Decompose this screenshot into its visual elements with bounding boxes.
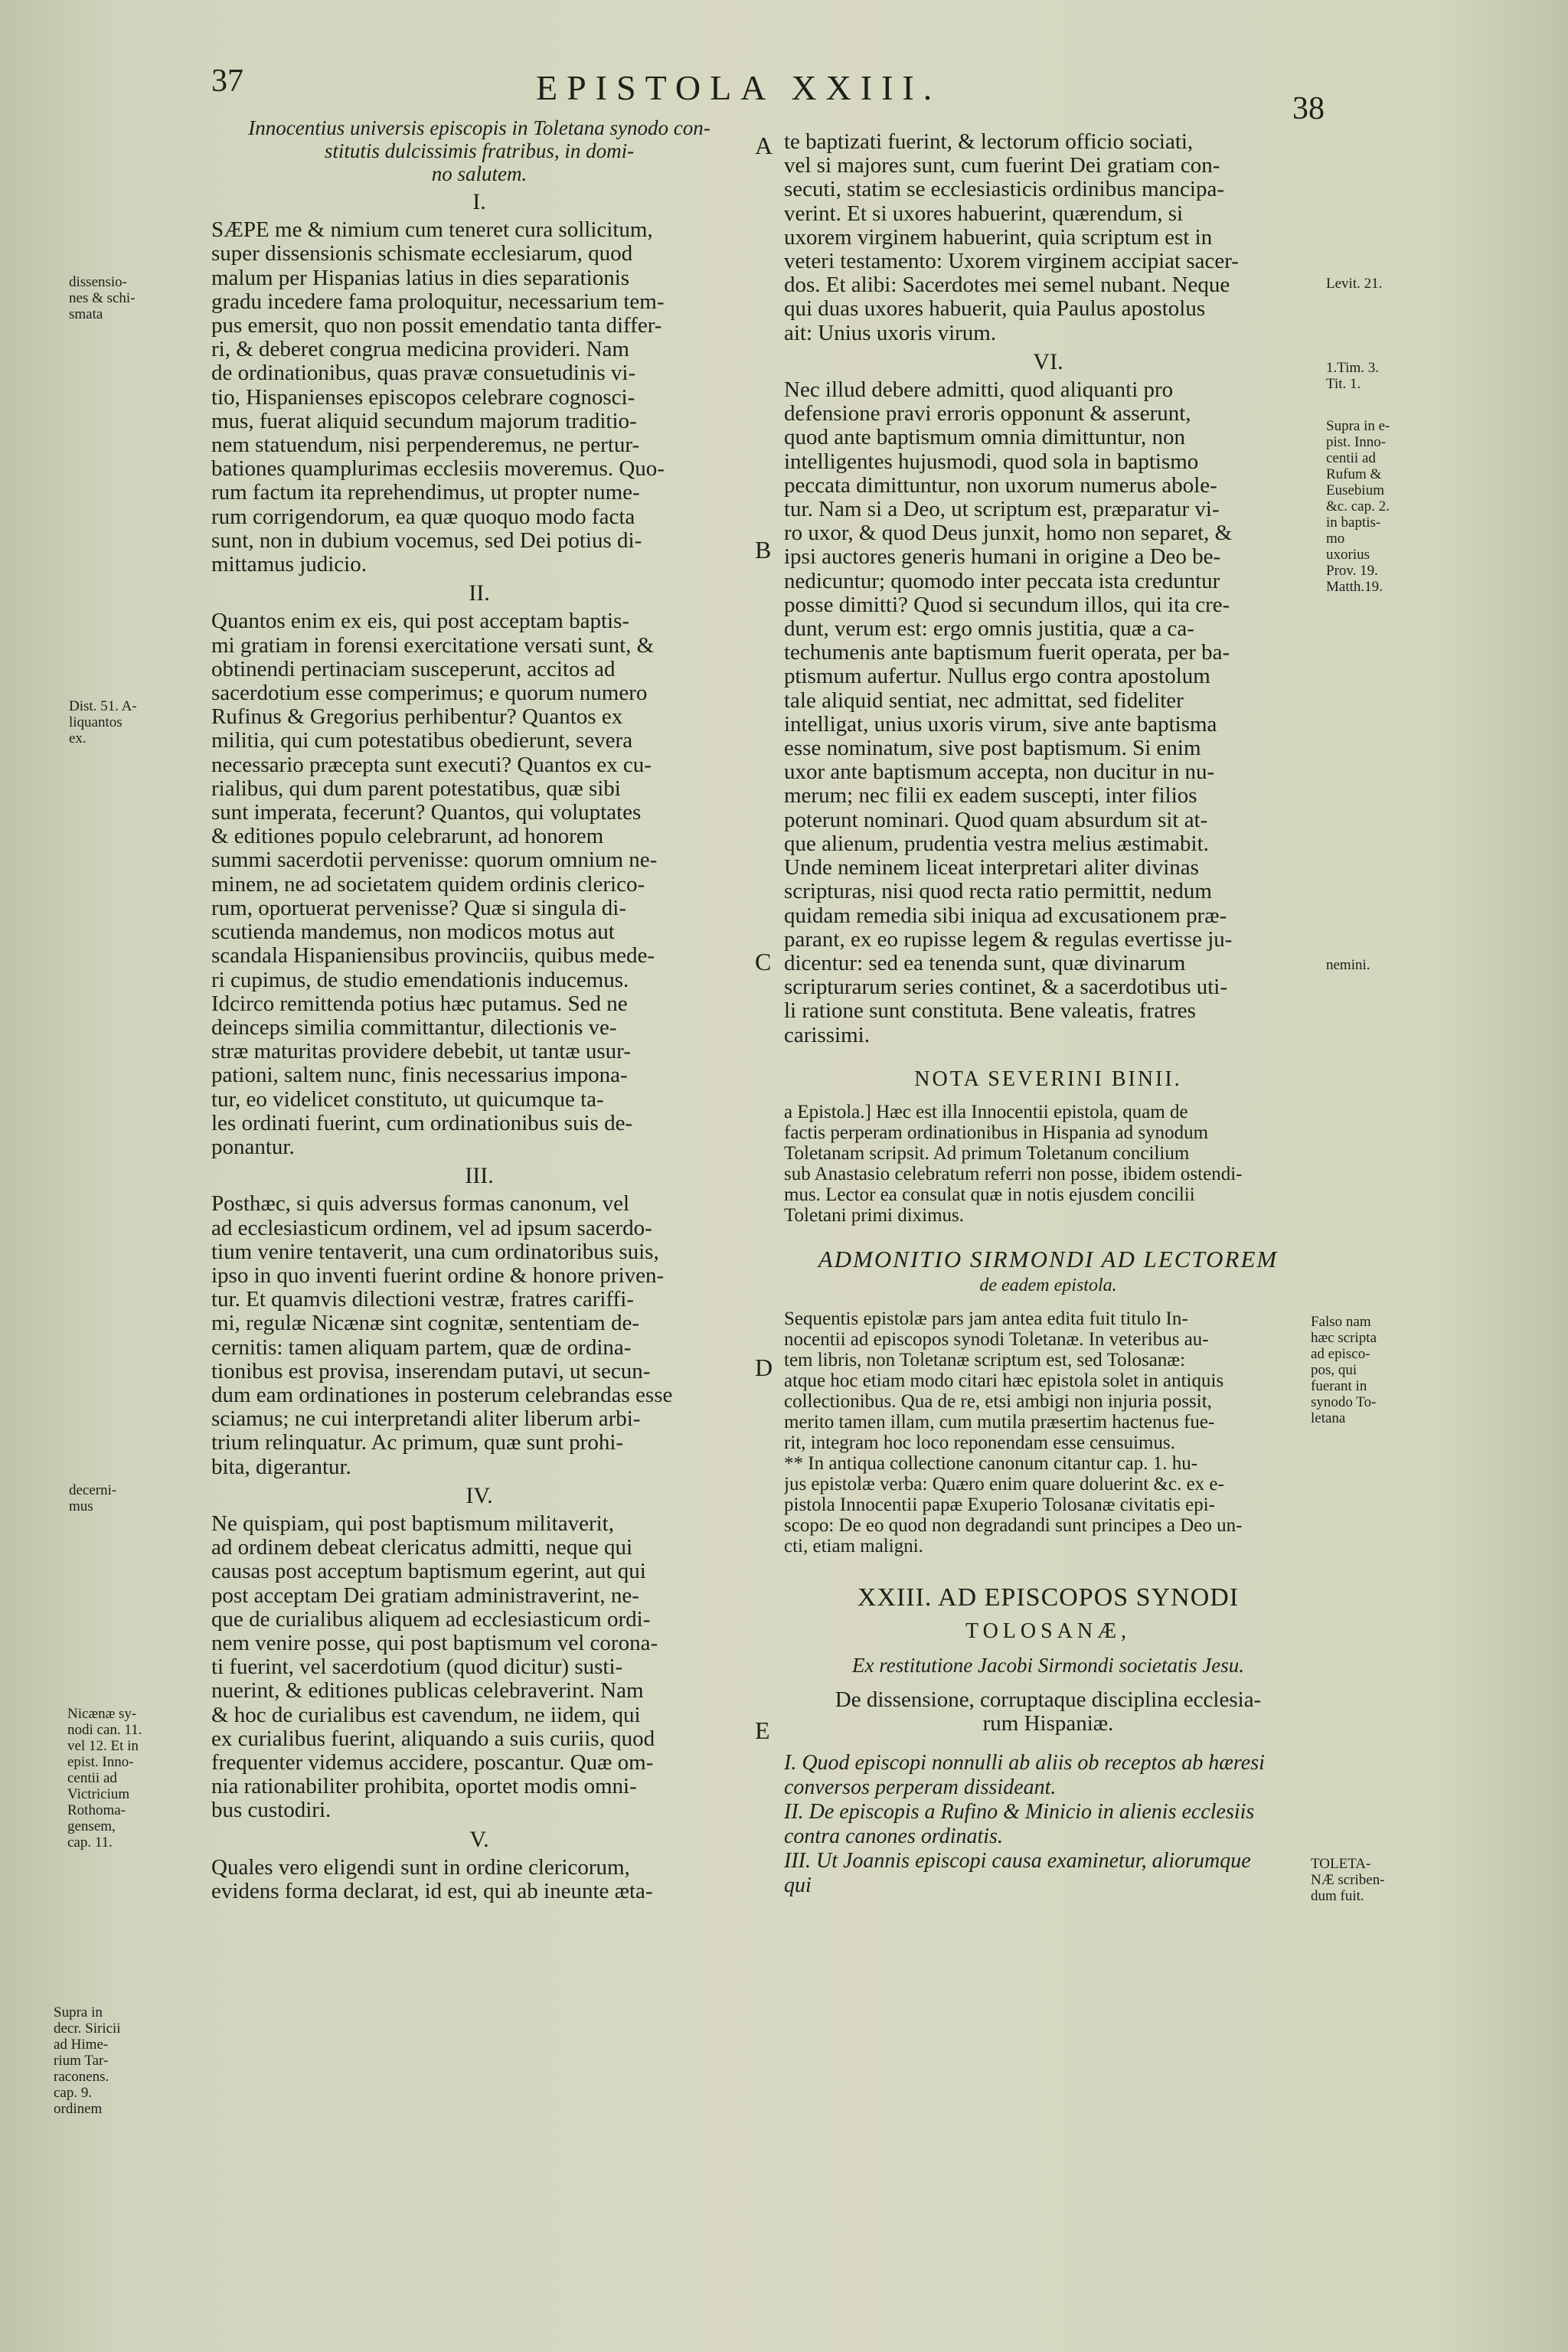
section-letter: B [755,536,772,564]
margin-line: vel 12. Et in [67,1738,139,1754]
text-line: contra canones ordinatis. [784,1824,1003,1849]
text-line: Quantos enim ex eis, qui post acceptam baptis- [211,609,630,634]
margin-line: Supra in [54,2004,103,2020]
text-line: gradu incedere fama proloquitur, necessarium tem- [211,289,665,314]
margin-line: decerni- [69,1482,117,1498]
margin-line: Matth.19. [1326,579,1383,595]
text-line: obtinendi pertinaciam susceperunt, accitos ad [211,657,616,681]
text-line: Idcirco remittenda potius hæc putamus. Sed ne [211,991,628,1016]
margin-line: mus [69,1498,93,1514]
text-line: tionibus est provisa, inserendam putavi, ut secun- [211,1359,651,1383]
text-line: dicentur: sed ea tenenda sunt, quæ divinarum [784,951,1186,975]
text-line: ti fuerint, vel sacerdotium (quod dicitur) susti- [211,1655,623,1680]
text-line: causas post acceptum baptismum egerint, aut qui [211,1560,646,1584]
text-line: mi gratiam in forensi exercitatione versati sunt, & [211,633,655,658]
subject: De dissensione, corruptaque disciplina ecclesia- rum Hispaniæ. [835,1687,1262,1736]
margin-note [1326,360,1433,392]
text-line: intelligentes hujusmodi, quod sola in baptismo [784,449,1199,474]
margin-line: ordinem [54,2101,103,2117]
text-line: uxor ante baptismum accepta, non ducitur in nu- [784,760,1215,785]
text-line: que de curialibus aliquem ad ecclesiasticum ordi- [211,1607,651,1632]
text-line: pationi, saltem nunc, finis necessarius impona- [211,1063,628,1088]
text-line: qui [784,1873,812,1898]
margin-line: nemini. [1326,957,1370,973]
margin-line: nes & schi- [69,290,136,306]
text-line: a Epistola.] Hæc est illa Innocentii epistola, quam de [784,1101,1188,1122]
text-line: peccata dimittuntur, non uxorum numerus abole- [784,473,1217,498]
admonitio-text [784,1308,1312,1557]
text-line: ptismum aufertur. Nullus ergo contra apostolum [784,665,1210,689]
margin-line: fuerant in [1311,1378,1367,1394]
margin-line: raconens. [54,2069,109,2085]
text-line: & editiones populo celebrarunt, ad honorem [211,825,604,849]
left-column [211,116,747,1903]
text-line: jus epistolæ verba: Quæro enim quare doluerint &c. ex e- [784,1474,1224,1495]
text-line: nem venire posse, qui post baptismum vel corona- [211,1631,658,1655]
text-line: tur. Nam si a Deo, ut scriptum est, præparatur vi- [784,498,1220,522]
text-line: esse nominatum, sive post baptismum. Si enim [784,737,1201,761]
text-line: Quales vero eligendi sunt in ordine clericorum, [211,1855,630,1880]
text-line: Sequentis epistolæ pars jam antea edita fuit titulo In- [784,1308,1188,1330]
text-line: merum; nec filii ex eadem suscepti, inter filios [784,784,1197,808]
text-line: mus. Lector ea consulat quæ in notis ejusdem concilii [784,1184,1195,1205]
text-line: collectionibus. Qua de re, etsi ambigi non injuria possit, [784,1391,1212,1413]
text-line: sub Anastasio celebratum referri non posse, ibidem ostendi- [784,1163,1243,1184]
chapter-summary [784,1751,1312,1898]
text-line: summi sacerdotii pervenisse: quorum omnium ne- [211,848,658,873]
text-line: pistola Innocentii papæ Exuperio Tolosanæ civitatis epi- [784,1494,1215,1516]
text-line: I. Quod episcopi nonnulli ab aliis ob receptos ab hæresi [784,1751,1265,1775]
text-line: uxorem virginem habuerint, quia scriptum est in [784,225,1213,250]
margin-line: epist. Inno- [67,1754,134,1770]
text-line: tur, eo videlicet constituto, ut quicumque ta- [211,1087,604,1112]
text-line: & hoc de curialibus est cavendum, ne iidem, qui [211,1703,641,1727]
margin-line: pos, qui [1311,1362,1357,1378]
text-line: de ordinationibus, quas pravæ consuetudinis vi- [211,361,636,386]
text-line: secuti, statim se ecclesiasticis ordinibus mancipa- [784,178,1225,202]
text-line: rum, oportuerat pervenisse? Quæ si singula di- [211,896,627,920]
section-letter: A [755,132,773,159]
text-line: posse dimitti? Quod si secundum illos, qui ita cre- [784,593,1230,617]
text-line: Ne quispiam, qui post baptismum militaverit, [211,1511,614,1536]
text-line: nuerint, & editiones publicas celebraverint. Nam [211,1679,644,1704]
margin-line: Tit. 1. [1326,376,1361,392]
margin-line: gensem, [67,1818,116,1834]
text-line: factis perperam ordinationibus in Hispania ad synodum [784,1122,1209,1143]
text-line: intelligat, unius uxoris virum, sive ante baptisma [784,712,1217,737]
text-line: ad ordinem debeat clericatus admitti, neque qui [211,1536,632,1560]
margin-note [1326,276,1433,292]
text-line: dunt, verum est: ergo omnis justitia, quæ a ca- [784,617,1194,642]
section-vi-text [784,378,1312,1047]
margin-line: Rothoma- [67,1802,126,1818]
text-line: evidens forma declarat, id est, qui ab ineunte æta- [211,1880,653,1904]
text-line: vel si majores sunt, cum fuerint Dei gratiam con- [784,154,1220,178]
text-line: li ratione sunt constituta. Bene valeatis, fratres [784,999,1196,1024]
text-line: quidam remedia sibi iniqua ad excusationem præ- [784,903,1227,928]
margin-line: dissensio- [69,274,127,290]
margin-line: decr. Siricii [54,2020,121,2037]
text-line: malum per Hispanias latius in dies separationis [211,266,630,290]
margin-line: ex. [69,730,87,746]
margin-line: Nicænæ sy- [67,1706,137,1722]
text-line: carissimi. [784,1023,870,1047]
text-line: nedicuntur; quomodo inter peccata ista creduntur [784,569,1220,593]
text-line: ri cupimus, de studio emendationis inducemus. [211,968,629,992]
text-line: atque hoc etiam modo citari hæc epistola solet in antiquis [784,1370,1224,1392]
margin-line: dum fuit. [1311,1888,1364,1904]
margin-note [1311,1856,1418,1904]
text-line: dos. Et alibi: Sacerdotes mei semel nubant. Neque [784,273,1230,298]
margin-note [54,2004,168,2117]
margin-note [67,1706,182,1851]
margin-line: centii ad [67,1770,117,1786]
text-line: scripturas, nisi quod recta ratio permittit, nedum [784,880,1212,904]
margin-line: nodi can. 11. [67,1722,142,1738]
section-heading: V. [469,1826,489,1852]
admonitio-subtitle: de eadem epistola. [979,1276,1117,1296]
text-line: ipso in quo inventi fuerint ordine & honore priven- [211,1263,665,1288]
text-line: techumenis ante baptismum fuerit operata, per ba- [784,641,1230,665]
margin-line: centii ad [1326,450,1376,466]
text-line: ait: Unius uxoris virum. [784,321,997,345]
text-line: post acceptam Dei gratiam administraverint, ne- [211,1583,639,1608]
text-line: Nec illud debere admitti, quod aliquanti pro [784,378,1174,403]
text-line: scandala Hispaniensibus provinciis, quibus mede- [211,944,655,969]
text-line: frequenter videmus accidere, poscantur. Quæ om- [211,1751,654,1775]
text-line: tium venire tentaverit, una cum ordinatoribus suis, [211,1240,659,1264]
text-line: que alienum, prudentia vestra melius æstimabit. [784,831,1209,856]
text-line: militia, qui cum potestatibus obedierunt, severa [211,729,633,753]
margin-note [1326,957,1433,973]
text-line: cti, etiam maligni. [784,1536,923,1557]
text-line: parant, ex eo rupisse legem & regulas evertisse ju- [784,927,1233,952]
text-line: trium relinquatur. Ac primum, quæ sunt prohi- [211,1431,624,1455]
margin-note [1326,418,1433,595]
section-heading: II. [469,580,490,606]
text-line: mi, regulæ Nicænæ sint cognitæ, sententiam de- [211,1312,639,1336]
restitution-line: Ex restitutione Jacobi Sirmondi societatis Jesu. [852,1653,1244,1677]
text-line: tur. Et quamvis dilectioni vestræ, fratres cariffi- [211,1288,634,1312]
margin-line: Victricium [67,1786,130,1802]
left-page-number: 37 [211,64,243,99]
text-line: ex curialibus fuerint, aliquando a suis curiis, quod [211,1726,655,1751]
margin-line: mo [1326,531,1345,547]
margin-line: in baptis- [1326,514,1381,531]
text-line: veteri testamento: Uxorem virginem accipiat sacer- [784,250,1239,274]
text-line: rum corrigendorum, ea quæ quoquo modo facta [211,505,635,529]
margin-line: TOLETA- [1311,1856,1371,1872]
right-page-number: 38 [1292,91,1325,126]
margin-note [69,274,184,322]
right-top-text [784,130,1312,345]
text-line: ad ecclesiasticum ordinem, vel ad ipsum sacerdo- [211,1216,652,1240]
margin-line: Falso nam [1311,1314,1371,1330]
address: Innocentius universis episcopis in Toletana synodo con- stitutis dulcissimis fratribus, in domi- no salutem. [248,116,710,185]
left-sections [211,190,747,1903]
text-line: rialibus, qui dum parent potestatibus, quæ sibi [211,776,621,801]
text-line: bationes quamplurimas ecclesiis moveremus. Quo- [211,457,665,482]
text-line: nem statuendum, nisi perpenderemus, ne pertur- [211,433,640,458]
text-line: scopo: De eo quod non degradandi sunt principes a Deo un- [784,1515,1243,1537]
text-line: scutienda mandemus, non modicos motus aut [211,920,615,945]
text-line: ri, & deberet congrua medicina provideri. Nam [211,338,629,362]
margin-line: NÆ scriben- [1311,1872,1385,1888]
text-line: verint. Et si uxores habuerint, quærendum, si [784,201,1184,226]
margin-line: cap. 9. [54,2085,93,2101]
text-line: dum eam ordinationes in posterum celebrandas esse [211,1383,673,1407]
section-heading: I. [472,189,486,214]
margin-line: Levit. 21. [1326,276,1383,292]
letter-heading-2: TOLOSANÆ, [965,1619,1132,1643]
margin-note [69,1482,184,1514]
text-line: minem, ne ad societatem quidem ordinis clerico- [211,872,645,897]
text-line: mus, fuerat aliquid secundum majorum traditio- [211,409,637,433]
text-line: ponantur. [211,1135,295,1159]
nota-title: NOTA SEVERINI BINII. [914,1067,1182,1091]
text-line: sunt, non in dubium vocemus, sed Dei potius di- [211,528,642,553]
margin-line: Rufum & [1326,466,1382,482]
text-line: pus emersit, quo non possit emendatio tanta differ- [211,314,662,338]
nota-text [784,1102,1312,1226]
text-line: deinceps similia committantur, dilectionis ve- [211,1015,617,1040]
margin-line: Dist. 51. A- [69,698,137,714]
text-line: Rufinus & Gregorius perhibentur? Quantos ex [211,705,623,730]
text-line: sunt imperata, fecerunt? Quantos, qui voluptates [211,801,642,825]
margin-line: Prov. 19. [1326,563,1378,579]
text-line: III. Ut Joannis episcopi causa examinetur, aliorumque [784,1849,1251,1873]
margin-line: &c. cap. 2. [1326,498,1390,514]
section-letter: E [755,1717,770,1744]
right-column [784,130,1312,1898]
margin-line: rium Tar- [54,2053,109,2069]
text-line: rum factum ita reprehendimus, ut propter nume- [211,481,640,505]
text-line: Posthæc, si quis adversus formas canonum, vel [211,1192,630,1217]
section-heading: III. [465,1163,494,1189]
margin-line: liquantos [69,714,122,730]
margin-line: ad Hime- [54,2037,109,2053]
admonitio-title: ADMONITIO SIRMONDI AD LECTOREM [818,1245,1279,1272]
text-line: bus custodiri. [211,1798,332,1823]
margin-line: hæc scripta [1311,1330,1377,1346]
margin-note [69,698,184,746]
text-line: nia rationabiliter prohibita, oportet modis omni- [211,1775,637,1799]
text-line: scripturarum series continet, & a sacerdotibus uti- [784,975,1228,1000]
text-line: ** In antiqua collectione canonum citantur cap. 1. hu- [784,1453,1198,1475]
text-line: qui duas uxores habuerit, quia Paulus apostolus [784,297,1206,322]
text-line: Toletanam scripsit. Ad primum Toletanum concilium [784,1142,1190,1164]
margin-line: 1.Tim. 3. [1326,360,1379,376]
text-line: conversos perperam dissideant. [784,1775,1057,1800]
running-title: EPISTOLA XXIII. [536,68,942,107]
text-line: sciamus; ne cui interpretandi aliter liberum arbi- [211,1407,641,1432]
text-line: rit, integram hoc loco reponendam esse censuimus. [784,1432,1175,1454]
text-line: defensione pravi erroris opponunt & asserunt, [784,402,1191,426]
margin-line: Eusebium [1326,482,1384,498]
text-line: sacerdotium esse comperimus; e quorum numero [211,681,648,706]
margin-note [1311,1314,1418,1426]
margin-line: letana [1311,1410,1346,1426]
margin-line: pist. Inno- [1326,434,1387,450]
text-line: nocentii ad episcopos synodi Toletanæ. In veteribus au- [784,1329,1209,1351]
margin-line: ad episco- [1311,1346,1370,1362]
text-line: bita, digerantur. [211,1455,351,1479]
text-line: tale aliquid sentiat, nec admittat, sed fideliter [784,688,1184,713]
text-line: stræ maturitas providere debebit, ut tantæ usur- [211,1040,631,1064]
text-line: poterunt nominari. Quod quam absurdum sit at- [784,808,1208,832]
text-line: quod ante baptismum omnia dimittuntur, non [784,426,1186,450]
text-line: ipsi auctores generis humani in origine a Deo be- [784,545,1221,570]
section-heading-vi: VI. [1033,348,1063,374]
margin-line: synodo To- [1311,1394,1377,1410]
section-heading: IV. [466,1482,493,1508]
text-line: super dissensionis schismate ecclesiarum, quod [211,242,633,266]
text-line: les ordinati fuerint, cum ordinationibus suis de- [211,1111,633,1135]
text-line: merito tamen illam, cum mutila præsertim hactenus fue- [784,1412,1215,1433]
margin-line: Supra in e- [1326,418,1390,434]
text-line: cernitis: tamen aliquam partem, quæ de ordina- [211,1335,632,1360]
text-line: tio, Hispanienses episcopos celebrare cognosci- [211,385,635,410]
section-letter: D [755,1354,773,1381]
text-line: necessario præcepta sunt executi? Quantos ex cu- [211,753,652,777]
text-line: te baptizati fuerint, & lectorum officio sociati, [784,130,1194,154]
text-line: tem libris, non Toletanæ scriptum est, sed Tolosanæ: [784,1350,1186,1371]
text-line: SÆPE me & nimium cum teneret cura sollicitum, [211,218,653,243]
text-line: ro uxor, & quod Deus junxit, homo non separet, & [784,521,1233,546]
text-line: Unde neminem liceat interpretari aliter divinas [784,856,1199,880]
letter-heading: XXIII. AD EPISCOPOS SYNODI [857,1583,1240,1612]
margin-line: smata [69,306,103,322]
text-line: Toletani primi diximus. [784,1204,965,1226]
section-letter: C [755,948,772,975]
margin-line: uxorius [1326,547,1370,563]
text-line: mittamus judicio. [211,553,367,577]
margin-line: cap. 11. [67,1834,113,1851]
text-line: II. De episcopis a Rufino & Minicio in alienis ecclesiis [784,1800,1255,1824]
